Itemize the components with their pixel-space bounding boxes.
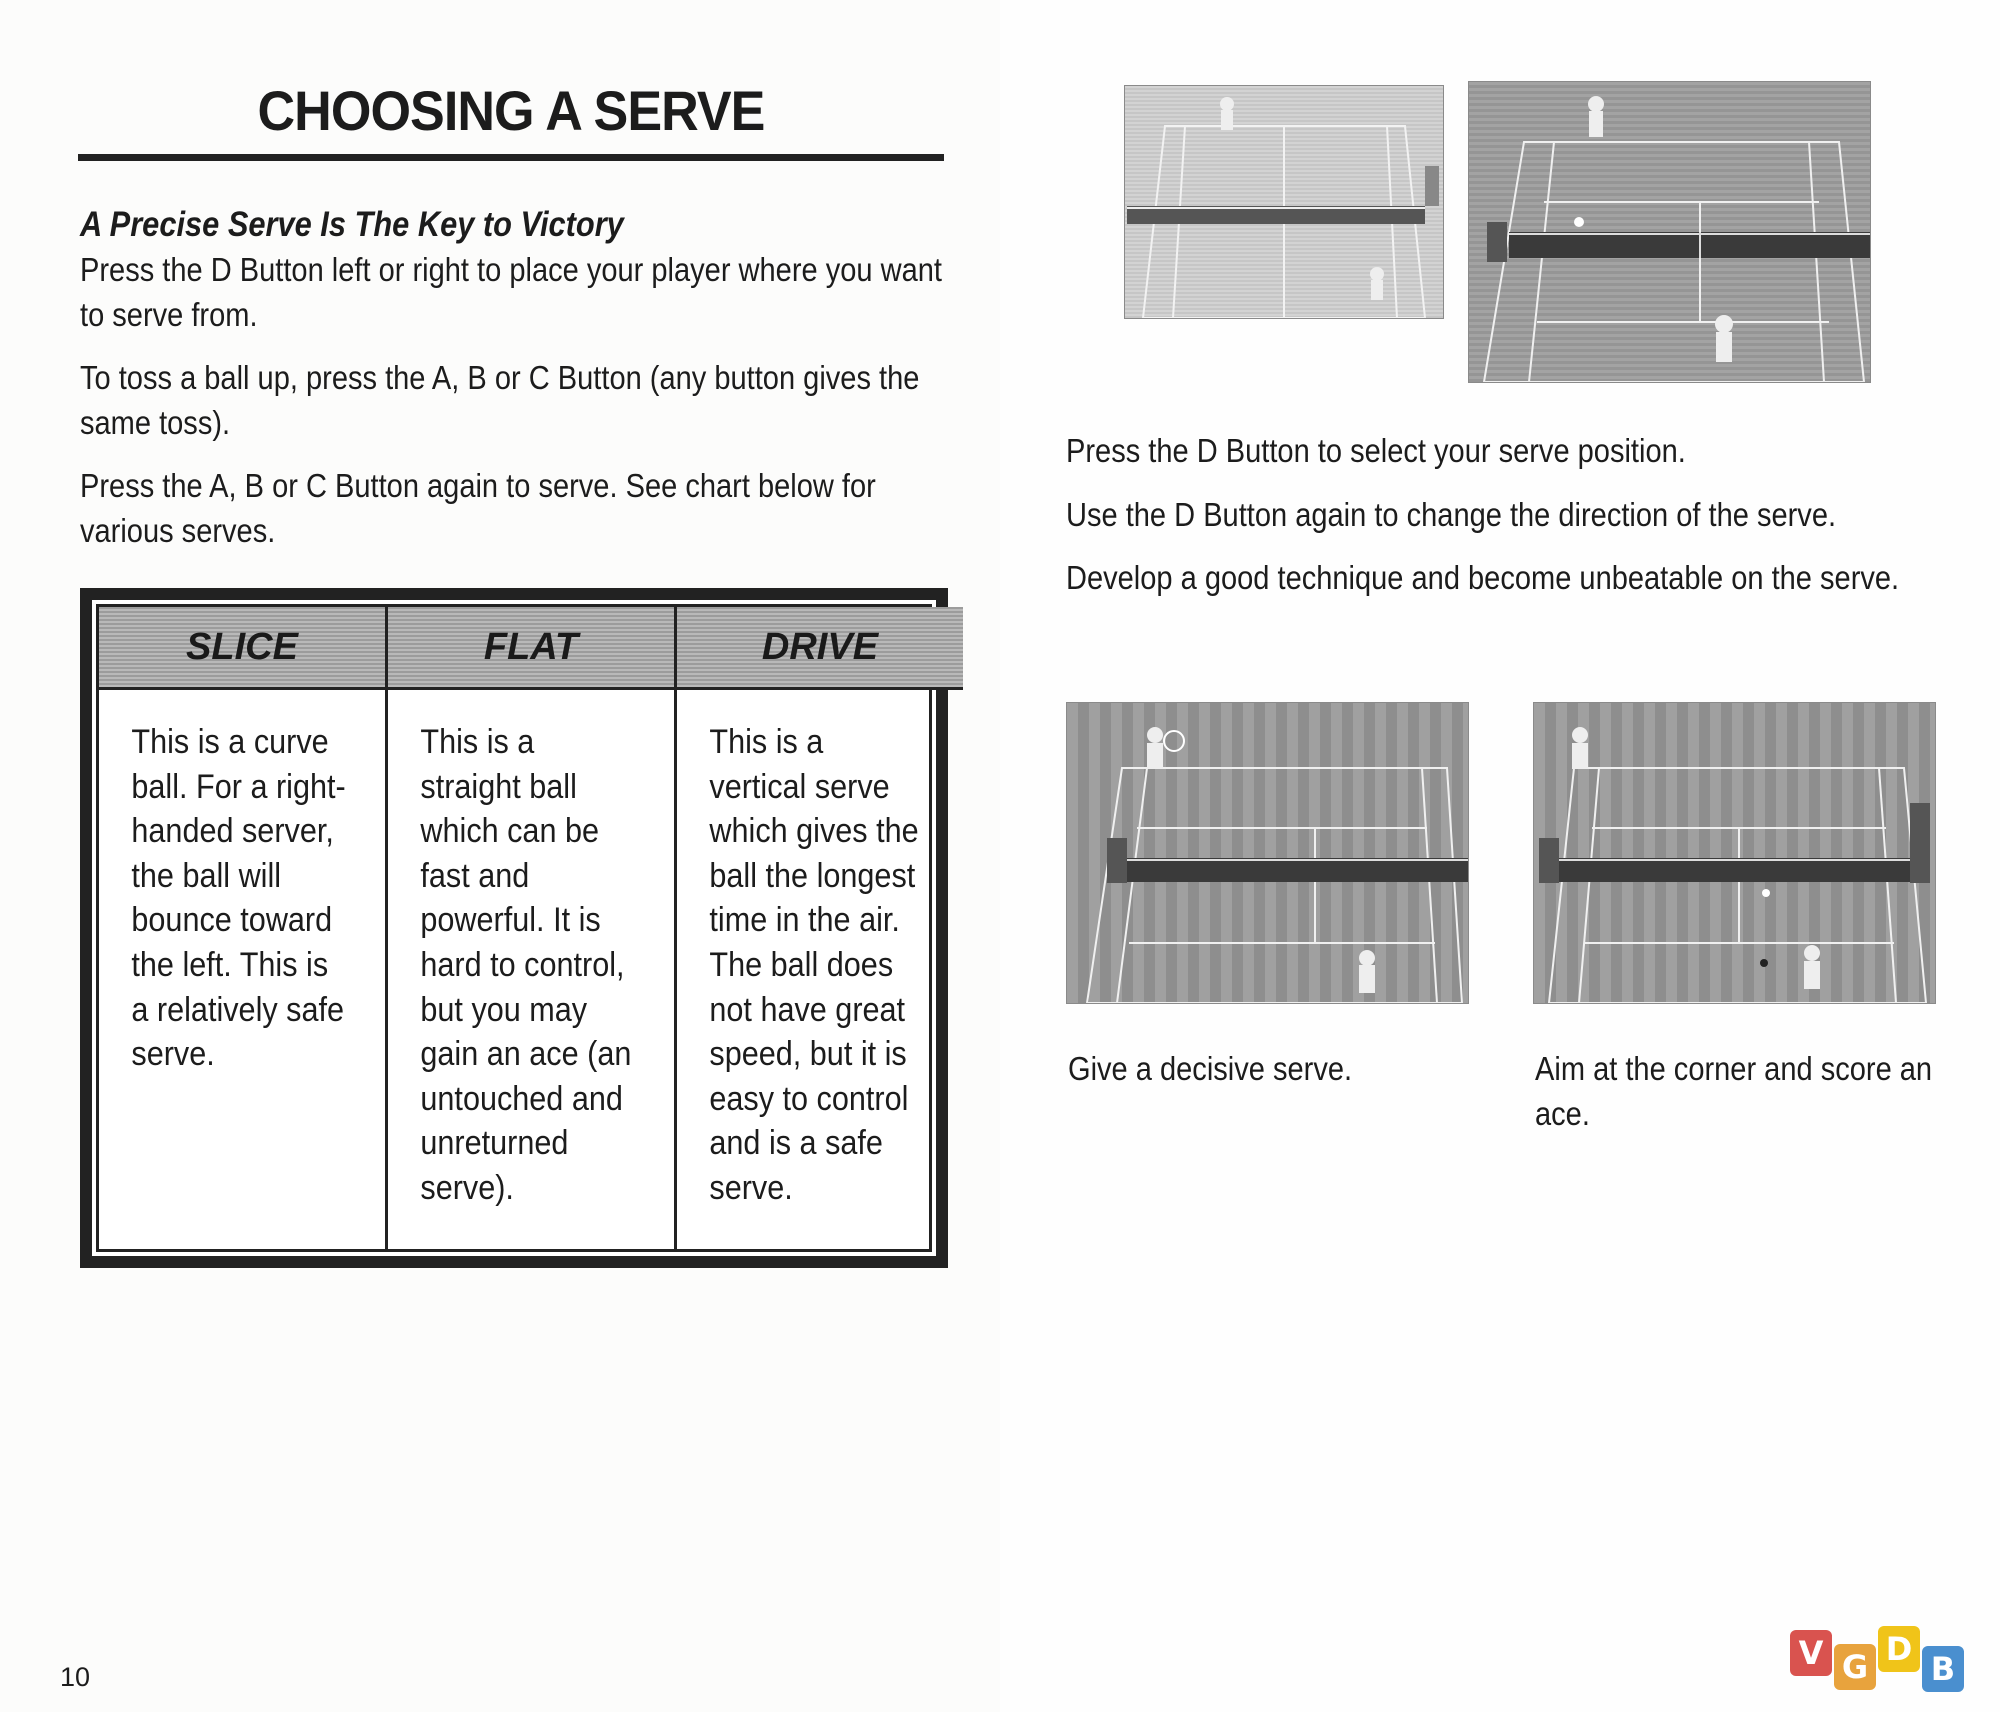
- column-header-drive: DRIVE: [677, 607, 963, 690]
- logo-tile-d: D: [1878, 1626, 1920, 1672]
- section-subheading: A Precise Serve Is The Key to Victory: [80, 205, 624, 244]
- column-header-slice: SLICE: [99, 607, 385, 690]
- logo-tile-b: B: [1922, 1646, 1964, 1692]
- column-header-flat: FLAT: [388, 607, 674, 690]
- instruction-paragraph-3: Press the A, B or C Button again to serve. See chart below for various serves.: [80, 467, 876, 549]
- serve-types-table: [80, 588, 948, 1268]
- column-description-slice: This is a curve ball. For a right-handed server, the ball will bounce toward the left. This is a relatively safe serve.: [131, 723, 346, 1074]
- game-screenshot-decisive-serve: [1066, 702, 1469, 1004]
- instruction-change-direction: Use the D Button again to change the direction of the serve.: [1066, 496, 1837, 533]
- instruction-paragraph-2: To toss a ball up, press the A, B or C Button (any button gives the same toss).: [80, 359, 920, 441]
- page-number: 10: [60, 1662, 91, 1692]
- game-screenshot-corner-ace: [1533, 702, 1936, 1004]
- right-page: [1000, 0, 2000, 1712]
- instruction-develop-technique: Develop a good technique and become unbeatable on the serve.: [1066, 559, 1900, 596]
- title-rule: [78, 154, 944, 161]
- serve-column-drive: [677, 607, 963, 1249]
- logo-tile-v: V: [1790, 1630, 1832, 1676]
- logo-tile-g: G: [1834, 1644, 1876, 1690]
- caption-decisive-serve: Give a decisive serve.: [1068, 1050, 1353, 1087]
- game-screenshot-serve-position: [1124, 85, 1444, 319]
- column-description-drive: This is a vertical serve which gives the ball the longest time in the air. The ball does not have great speed, but it is easy to control and is a safe serve.: [709, 723, 919, 1207]
- page-title: CHOOSING A SERVE: [257, 79, 765, 142]
- game-screenshot-serve-direction: [1468, 81, 1871, 383]
- instruction-paragraph-1: Press the D Button left or right to place your player where you want to serve from.: [80, 251, 942, 333]
- serve-column-flat: [388, 607, 677, 1249]
- instruction-select-position: Press the D Button to select your serve position.: [1066, 432, 1686, 469]
- column-description-flat: This is a straight ball which can be fast and powerful. It is hard to control, but you may gain an ace (an untouched and unreturned serve).: [420, 723, 632, 1207]
- vgdb-watermark-logo: [1790, 1626, 1988, 1706]
- serve-column-slice: [99, 607, 388, 1249]
- caption-corner-ace: Aim at the corner and score an ace.: [1535, 1050, 1933, 1132]
